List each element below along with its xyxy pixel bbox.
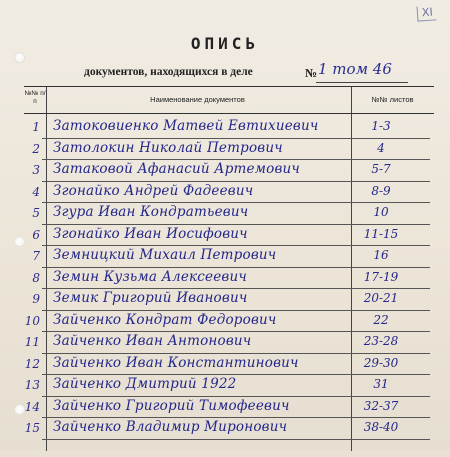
row-name: Зайченко Иван Константинович xyxy=(53,354,299,371)
row-name: Земницкий Михаил Петрович xyxy=(53,247,277,263)
row-name: Затоковиенко Матвей Евтихиевич xyxy=(53,118,319,134)
case-number-label: № xyxy=(305,66,318,80)
row-number: 15 xyxy=(24,421,40,435)
row-sheets: 29-30 xyxy=(363,355,399,370)
table-row xyxy=(24,332,434,354)
row-name: Земин Кузьма Алексеевич xyxy=(53,268,247,285)
row-name: Зайченко Григорий Тимофеевич xyxy=(53,397,290,414)
row-number: 2 xyxy=(32,141,40,156)
table-row xyxy=(24,246,434,268)
row-number: 10 xyxy=(24,313,40,328)
row-sheets: 17-19 xyxy=(363,269,399,284)
row-name: Згонайко Андрей Фадеевич xyxy=(53,182,254,199)
table-row xyxy=(24,139,434,161)
row-number: 5 xyxy=(32,206,40,220)
row-number: 14 xyxy=(24,399,40,414)
row-name: Зайченко Владимир Миронович xyxy=(53,419,288,435)
row-number: 4 xyxy=(32,184,40,199)
row-sheets: 4 xyxy=(377,140,385,155)
table-row xyxy=(24,289,434,311)
table-row xyxy=(24,117,434,139)
row-sheets: 5-7 xyxy=(371,162,391,176)
row-sheets: 8-9 xyxy=(371,183,391,198)
row-sheets: 32-37 xyxy=(363,398,399,413)
header-name: Наименование документов xyxy=(150,95,245,104)
row-name: Зайченко Дмитрий 1922 xyxy=(53,376,237,392)
row-name: Зайченко Иван Антонович xyxy=(53,333,252,349)
table-row xyxy=(24,418,434,440)
row-sheets: 22 xyxy=(373,312,389,327)
case-number: 1 том 46 xyxy=(318,60,392,78)
header-num: №№ п/п xyxy=(24,90,46,105)
row-sheets: 23-28 xyxy=(363,334,399,348)
corner-mark: XI xyxy=(417,5,437,21)
table-row xyxy=(24,203,434,225)
page-subtitle: документов, находящихся в деле xyxy=(84,66,253,78)
row-number: 6 xyxy=(32,227,40,242)
row-number: 1 xyxy=(32,120,40,134)
row-number: 11 xyxy=(24,335,40,349)
row-line xyxy=(42,439,430,440)
table-row xyxy=(24,268,434,290)
table-row xyxy=(24,311,434,333)
table-row xyxy=(24,397,434,419)
header-sheets: №№ листов xyxy=(371,95,414,104)
row-number: 7 xyxy=(32,249,40,263)
row-number: 13 xyxy=(24,378,40,392)
table-row xyxy=(24,160,434,182)
row-number: 9 xyxy=(32,292,40,306)
table-row xyxy=(24,225,434,247)
table-header xyxy=(24,87,434,114)
row-sheets: 20-21 xyxy=(363,291,399,305)
row-name: Згура Иван Кондратьевич xyxy=(53,204,249,220)
punch-hole xyxy=(14,52,25,63)
row-sheets: 38-40 xyxy=(363,420,399,434)
row-sheets: 1-3 xyxy=(371,119,391,133)
row-name: Зайченко Кондрат Федорович xyxy=(53,311,277,328)
table-row xyxy=(24,182,434,204)
page-title: ОПИСЬ xyxy=(190,34,260,53)
inventory-table xyxy=(24,86,434,457)
table-row xyxy=(24,354,434,376)
row-number: 3 xyxy=(32,163,40,177)
row-number: 8 xyxy=(32,270,40,285)
row-sheets: 16 xyxy=(373,248,389,262)
row-number: 12 xyxy=(24,356,40,371)
row-sheets: 10 xyxy=(373,205,389,219)
row-sheets: 31 xyxy=(373,377,389,391)
row-name: Земик Григорий Иванович xyxy=(53,290,248,306)
case-underline xyxy=(316,82,408,83)
row-name: Затаковой Афанасий Артемович xyxy=(53,161,301,177)
table-row xyxy=(24,375,434,397)
row-sheets: 11-15 xyxy=(363,226,399,241)
row-name: Згонайко Иван Иосифович xyxy=(53,225,248,242)
row-name: Затолокин Николай Петрович xyxy=(53,139,283,156)
